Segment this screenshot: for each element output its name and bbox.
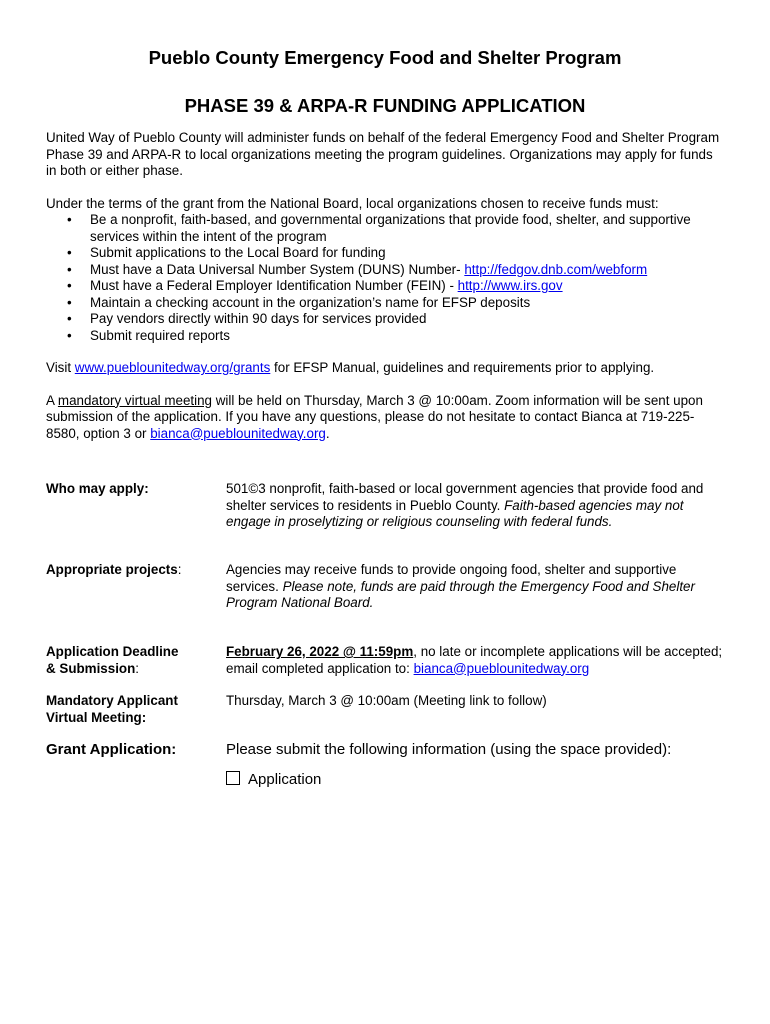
meeting-prefix: A [46, 392, 58, 408]
requirement-item: • Be a nonprofit, faith-based, and governmental organizations that provide food, shelter, and supportive services within the intent of the program [90, 212, 726, 245]
meeting-text: will be held on Thursday, March 3 @ 10:00am. Zoom information will be sent upon submission of the application. If you have any questions, please do not hesitate to contact Bianca at 719-225-8580, option 3 or [46, 392, 703, 441]
who-value: 501©3 nonprofit, faith-based or local government agencies that provide food and shelter services to residents in Pueblo County. Faith-based agencies may not engage in proselytizing or religious counseling with federal funds. [226, 481, 704, 529]
virtual-meeting-label: Mandatory Applicant Virtual Meeting: [46, 693, 178, 725]
meeting-paragraph [46, 393, 726, 443]
projects-value: Agencies may receive funds to provide ongoing food, shelter and supportive services. Please note, funds are paid through the Emergency Food and Shelter Program National Board. [226, 562, 695, 610]
terms-lead: Under the terms of the grant from the National Board, local organizations chosen to receive funds must: [46, 195, 659, 211]
deadline-label: Application Deadline & Submission: [46, 644, 179, 676]
projects-label: Appropriate projects: [46, 562, 182, 577]
visit-suffix: for EFSP Manual, guidelines and requirements prior to applying. [270, 360, 655, 375]
deadline-value: February 26, 2022 @ 11:59pm, no late or incomplete applications will be accepted; email completed application to: bianca@pueblounitedway.org [226, 644, 723, 676]
requirement-text: Must have a Data Universal Number System (DUNS) Number- [90, 261, 465, 277]
requirements-list [46, 212, 726, 344]
grants-link[interactable]: www.pueblounitedway.org/grants [74, 360, 271, 375]
application-checkbox[interactable] [226, 771, 240, 785]
grant-value: Please submit the following information (using the space provided): [226, 741, 672, 758]
submission-email-link[interactable]: bianca@pueblounitedway.org [413, 660, 590, 676]
irs-link[interactable]: http://www.irs.gov [457, 278, 563, 293]
document-title: Pueblo County Emergency Food and Shelter Program [148, 47, 622, 68]
virtual-meeting-value: Thursday, March 3 @ 10:00am (Meeting link to follow) [226, 693, 547, 708]
contact-email-link[interactable]: bianca@pueblounitedway.org [150, 425, 326, 441]
visit-paragraph [46, 360, 726, 377]
visit-prefix: Visit [46, 360, 75, 375]
requirement-item: • Maintain a checking account in the organization’s name for EFSP deposits [90, 295, 726, 312]
requirement-text: Must have a Federal Employer Identification Number (FEIN) - [90, 278, 458, 293]
duns-link[interactable]: http://fedgov.dnb.com/webform [464, 261, 648, 277]
meeting-emphasis: mandatory virtual meeting [57, 392, 212, 408]
requirement-item: • Submit required reports [90, 328, 726, 345]
requirement-item: • Submit applications to the Local Board for funding [90, 245, 726, 262]
deadline-date: February 26, 2022 @ 11:59pm [226, 644, 414, 659]
application-checkbox-label: Application [248, 771, 322, 788]
requirement-item [90, 262, 726, 279]
document-body [46, 130, 726, 442]
requirement-item [90, 278, 726, 295]
who-label: Who may apply: [46, 481, 149, 496]
requirement-item: • Pay vendors directly within 90 days for services provided [90, 311, 726, 328]
grant-label: Grant Application: [46, 741, 177, 758]
meeting-suffix: . [325, 425, 330, 441]
intro-paragraph: United Way of Pueblo County will administer funds on behalf of the federal Emergency Food and Shelter Program Phase 39 and ARPA-R to local organizations meeting the program guidelines. Organizations may apply for funds in both or either phase. [46, 130, 720, 178]
document-subtitle: PHASE 39 & ARPA-R FUNDING APPLICATION [184, 95, 586, 116]
